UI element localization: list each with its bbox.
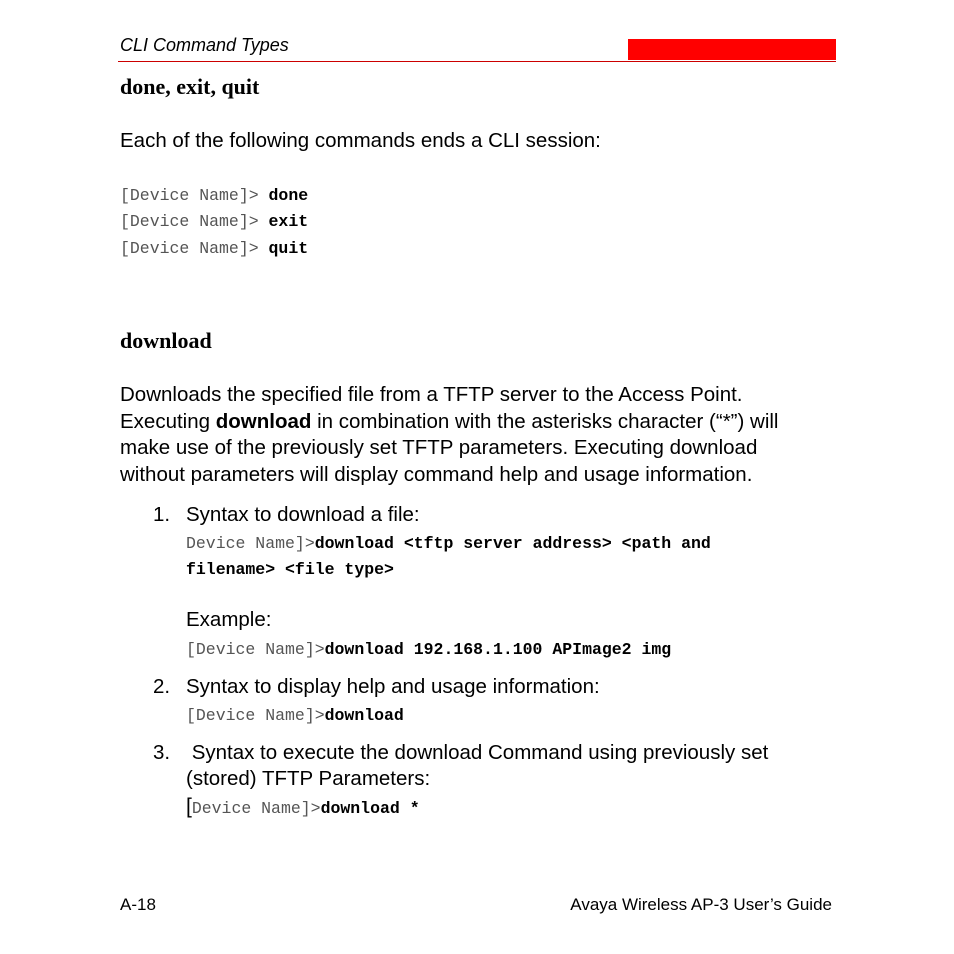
header-rule (118, 61, 836, 62)
description-line: Downloads the specified file from a TFTP server to the Access Point. (120, 383, 743, 406)
description-bold: download (215, 409, 312, 433)
description-text: in combination with the asterisks character (“*”) will (311, 409, 779, 433)
example-command: download 192.168.1.100 APImage2 img (324, 640, 672, 659)
command-done: done (268, 186, 309, 205)
command-bracket: [ (186, 795, 192, 818)
list-number-3: 3. (153, 741, 171, 764)
command-line-quit (120, 239, 308, 258)
list-item-1-text: Syntax to download a file: (186, 503, 420, 526)
list-number-1: 1. (153, 503, 171, 526)
help-command-line (186, 706, 404, 725)
command-exit: exit (268, 212, 309, 231)
section1-intro: Each of the following commands ends a CLI session: (120, 129, 601, 152)
command-line-exit (120, 212, 308, 231)
download-description (120, 382, 840, 488)
stored-params-command-line (186, 795, 420, 819)
command-prompt: [Device Name]> (120, 239, 269, 258)
command-prompt: Device Name]> (186, 534, 315, 553)
example-line (186, 640, 671, 659)
help-command: download (324, 706, 404, 725)
syntax-line-1 (186, 534, 711, 553)
footer-guide-title: Avaya Wireless AP-3 User’s Guide (570, 895, 832, 914)
example-label: Example: (186, 608, 272, 631)
list-number-2: 2. (153, 675, 171, 698)
command-line-done (120, 186, 308, 205)
command-prompt: [Device Name]> (120, 186, 269, 205)
footer-page-number: A-18 (120, 895, 156, 914)
stored-params-command: download * (320, 799, 420, 818)
description-line (120, 409, 840, 436)
syntax-command: download <tftp server address> <path and (314, 534, 711, 553)
description-text: Executing (120, 409, 216, 433)
description-line: make use of the previously set TFTP parameters. Executing download (120, 436, 758, 460)
header-title: CLI Command Types (120, 35, 289, 55)
list-item-3-text-line2: (stored) TFTP Parameters: (186, 767, 431, 790)
list-item-3-text-line1: Syntax to execute the download Command using previously set (186, 741, 769, 764)
command-prompt: [Device Name]> (186, 640, 325, 659)
section-heading-download: download (120, 328, 212, 353)
command-prompt: [Device Name]> (120, 212, 269, 231)
command-prompt: Device Name]> (191, 799, 321, 818)
syntax-command-continued: filename> <file type> (186, 560, 394, 579)
command-prompt: [Device Name]> (186, 706, 325, 725)
description-line: without parameters will display command help and usage information. (120, 462, 753, 486)
syntax-line-2 (186, 560, 394, 579)
command-quit: quit (268, 239, 309, 258)
list-item-2-text: Syntax to display help and usage information: (186, 675, 600, 698)
header-red-bar (628, 39, 836, 60)
section-heading-done-exit-quit: done, exit, quit (120, 74, 260, 99)
